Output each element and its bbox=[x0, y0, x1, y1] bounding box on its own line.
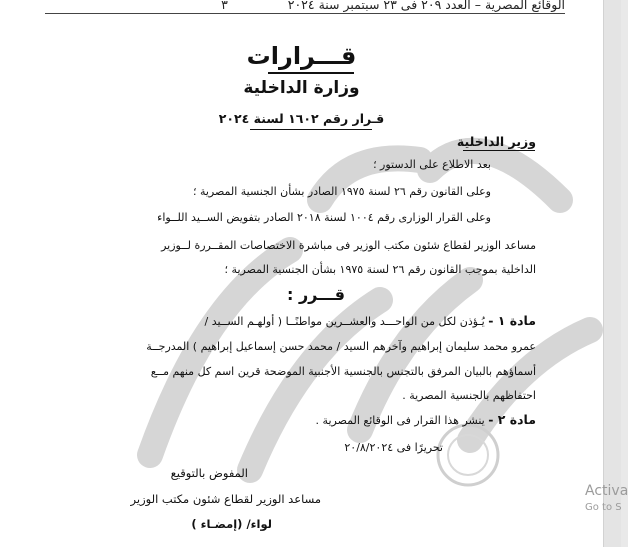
article-1-line: عمرو محمد سليمان إبراهيم وآخرهم السيد / محمد حسن إسماعيل إبراهيم ) المدرجــة bbox=[146, 340, 536, 353]
article-2-text: ينشر هذا القرار فى الوقائع المصرية . bbox=[315, 414, 485, 427]
article-2-label: مادة ٢ - bbox=[488, 412, 536, 427]
viewer-edge bbox=[603, 0, 621, 547]
page-number: ٣ bbox=[221, 0, 228, 12]
activate-windows-title: Activa bbox=[585, 483, 628, 499]
issuer-heading: وزير الداخلية bbox=[456, 134, 536, 149]
article-1-line: احتفاظهم بالجنسية المصرية . bbox=[402, 389, 536, 402]
preamble-line: مساعد الوزير لقطاع شئون مكتب الوزير فى مباشرة الاختصاصات المقــررة لــوزير bbox=[161, 239, 536, 252]
issue-title: الوقائع المصرية – العدد ٢٠٩ فى ٢٣ سبتمبر سنة ٢٠٢٤ bbox=[287, 0, 565, 12]
ministry-name: وزارة الداخلية bbox=[243, 78, 360, 98]
article-1-line: أسماؤهم بالبيان المرفق بالتجنس بالجنسية الأجنبية الموضحة قرين اسم كل منهم مــع bbox=[150, 365, 536, 378]
decree-underline bbox=[250, 129, 372, 130]
preamble-line: الداخلية بموجب القانون رقم ٢٦ لسنة ١٩٧٥ بشأن الجنسية المصرية ؛ bbox=[224, 263, 536, 276]
resolves-heading: قـــرر : bbox=[286, 285, 345, 304]
article-1-label: مادة ١ - bbox=[488, 313, 536, 328]
issuer-underline bbox=[463, 150, 535, 151]
article-1-text: يُـؤذن لكل من الواحـــد والعشــرين مواطنًــا ( أولهـم الســيد / bbox=[204, 315, 485, 328]
date-line: تحريرًا فى ٢٠/٨/٢٠٢٤ bbox=[344, 441, 443, 454]
running-header bbox=[221, 0, 565, 12]
header-divider bbox=[45, 13, 565, 14]
article-2 bbox=[316, 412, 536, 427]
activate-windows-sub: Go to S bbox=[585, 502, 622, 513]
preamble-line: وعلى القانون رقم ٢٦ لسنة ١٩٧٥ الصادر بشأن الجنسية المصرية ؛ bbox=[192, 185, 491, 198]
preamble-line: وعلى القرار الوزارى رقم ١٠٠٤ لسنة ٢٠١٨ الصادر بتفويض الســيد اللــواء bbox=[157, 211, 491, 224]
decree-number: قـرار رقم ١٦٠٢ لسنة ٢٠٢٤ bbox=[218, 111, 385, 126]
signature-role: مساعد الوزير لقطاع شئون مكتب الوزير bbox=[130, 492, 321, 506]
title-underline bbox=[268, 72, 354, 74]
signature-signed: لواء/ (إمضـاء ) bbox=[191, 517, 272, 531]
signature-delegate: المفوض بالتوقيع bbox=[170, 466, 248, 480]
section-title: قـــرارات bbox=[246, 42, 357, 70]
preamble-line: بعد الاطلاع على الدستور ؛ bbox=[373, 158, 491, 171]
article-1-first-line bbox=[205, 313, 537, 328]
